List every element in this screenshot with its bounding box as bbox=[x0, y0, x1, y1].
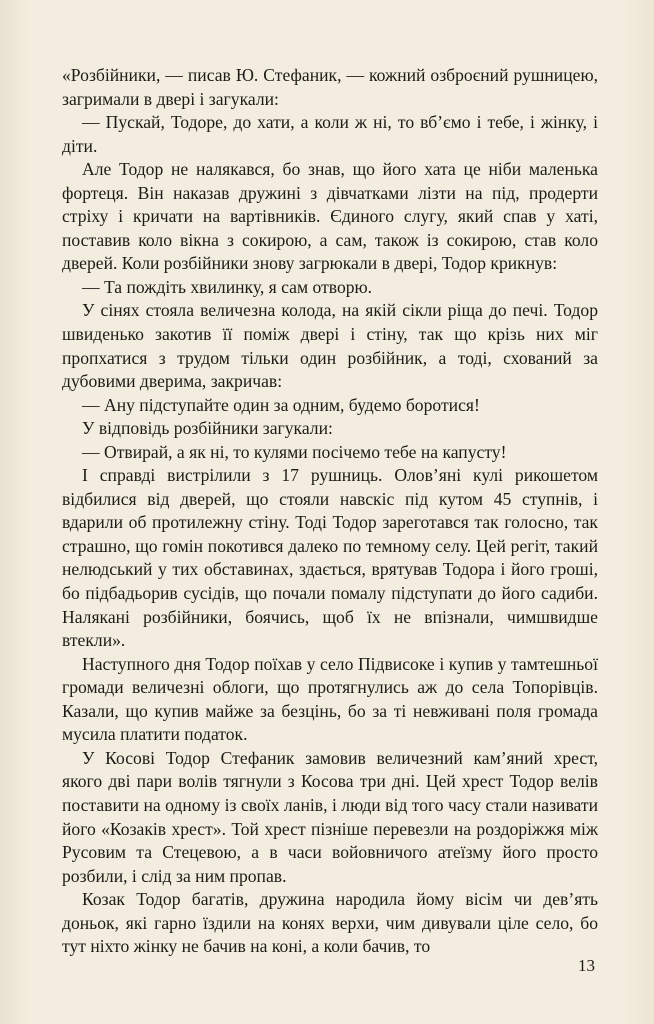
paragraph: У Косові Тодор Стефаник замовив величезний кам’яний хрест, якого дві пари волів тягнули з Косова три дні. Цей хрест Тодор велів поставити на одному із своїх ланів, і люди від того часу стали називати його «Козаків хрест». Той хрест пізніше перевезли на роздоріжжя між Русовим та Стецевою, а в часи войовничого атеїзму його просто розбили, і слід за ним пропав. bbox=[62, 747, 598, 886]
paragraph: Наступного дня Тодор поїхав у село Підвисоке і купив у тамтешньої громади величезні облоги, що протягнулись аж до села Топорівців. Казали, що купив майже за безцінь, бо за ті невживані поля громада мусила платити податок. bbox=[62, 653, 598, 745]
page-number: 13 bbox=[578, 956, 595, 975]
paragraph-dialogue: — Ану підступайте один за одним, будемо боротися! bbox=[82, 394, 480, 415]
paragraph-quote-start: «Розбійники, — писав Ю. Стефаник, — кожний озброєний рушницею, загримали в двері і загукали: bbox=[62, 65, 598, 109]
paragraph: У відповідь розбійники загукали: bbox=[82, 418, 333, 439]
paragraph: Але Тодор не налякався, бо знав, що його хата це ніби маленька фортеця. Він наказав дружині з дівчатками лізти на під, продерти стріху і кричати на вартівників. Єдиного слугу, який спав у хаті, поставив коло вікна з сокирою, а сам, також із сокирою, став коло дверей. Коли розбійники знову загрюкали в двері, Тодор крикнув: bbox=[62, 159, 598, 274]
paragraph-dialogue: — Та пождіть хвилинку, я сам отворю. bbox=[82, 276, 373, 297]
paragraph: У сінях стояла величезна колода, на якій сікли ріща до печі. Тодор швиденько закотив її поміж двері і стіну, так що крізь них міг пропхатися з трудом тільки один розбійник, а тоді, схований за дубовими дверима, закричав: bbox=[62, 300, 598, 392]
page-text bbox=[62, 64, 598, 959]
paragraph-dialogue: — Отвирай, а як ні, то кулями посічемо тебе на капусту! bbox=[82, 441, 507, 462]
paragraph: Козак Тодор багатів, дружина народила йому вісім чи дев’ять доньок, які гарно їздили на конях верхи, чим дивували ціле село, бо тут ніхто жінку не бачив на коні, а коли бачив, то bbox=[62, 889, 598, 957]
paragraph-dialogue: — Пускай, Тодоре, до хати, а коли ж ні, то вб’ємо і тебе, і жінку, і діти. bbox=[62, 112, 598, 156]
paragraph: І справді вистрілили з 17 рушниць. Олов’яні кулі рикошетом відбилися від дверей, що стояли навскіс під кутом 45 ступнів, і вдарили об протилежну стіну. Тоді Тодор зареготався так голосно, так страшно, що гомін покотився далеко по темному селу. Цей регіт, такий нелюдський у тих обставинах, здається, врятував Тодора і його гроші, бо підбадьорив сусідів, що почали помалу підступати до його садиби. Налякані розбійники, боячись, щоб їх не впізнали, чимшвидше втекли». bbox=[62, 465, 598, 651]
